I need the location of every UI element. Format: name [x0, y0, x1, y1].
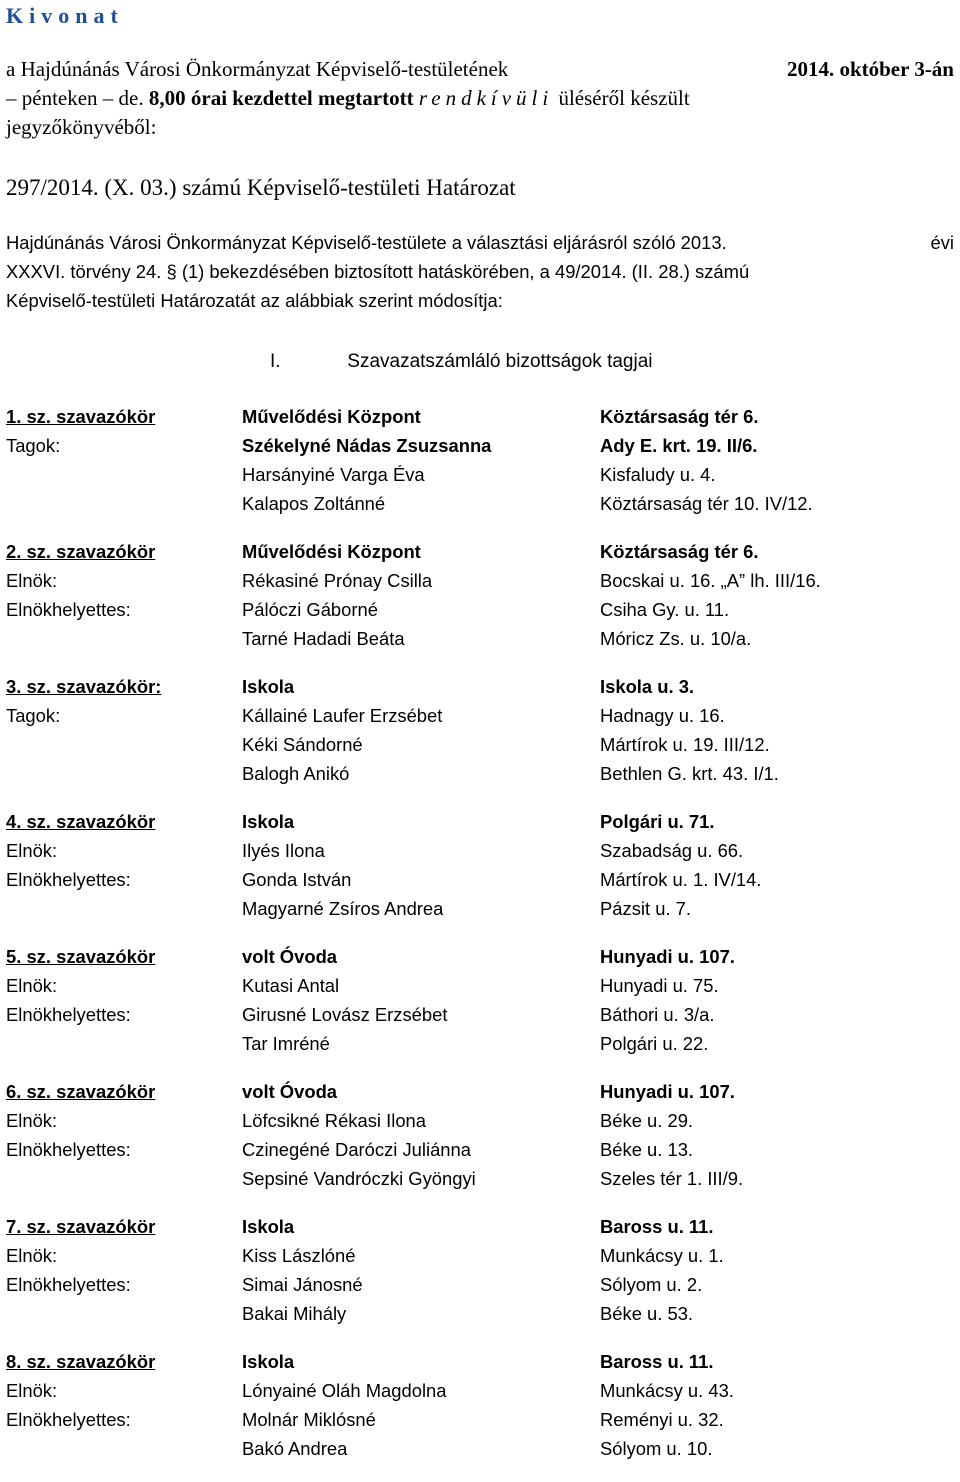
member-row	[6, 730, 954, 759]
member-name: Pálóczi Gáborné	[242, 599, 378, 620]
member-name: Gonda István	[242, 869, 352, 890]
member-name: Bakai Mihály	[242, 1303, 347, 1324]
member-role: Elnökhelyettes:	[6, 599, 131, 620]
member-address: Sólyom u. 10.	[600, 1438, 713, 1459]
intro-text-end: üléséről készült	[558, 86, 690, 110]
member-row	[6, 1434, 954, 1463]
meeting-time: 8,00 órai kezdettel megtartott	[148, 86, 414, 110]
member-address: Sólyom u. 2.	[600, 1274, 703, 1295]
member-name: Lónyainé Oláh Magdolna	[242, 1380, 447, 1401]
member-row	[6, 865, 954, 894]
district-label: 1. sz. szavazókör	[6, 406, 156, 427]
member-role	[6, 624, 242, 653]
district-address: Hunyadi u. 107.	[600, 1081, 735, 1102]
intro-line-2	[6, 84, 954, 113]
member-name: Tarné Hadadi Beáta	[242, 628, 405, 649]
district-header	[6, 672, 954, 701]
member-row	[6, 836, 954, 865]
district-label-cell	[6, 1347, 242, 1376]
district-header	[6, 1347, 954, 1376]
intro-line-3: jegyzőkönyvéből:	[6, 115, 157, 139]
member-role	[6, 1299, 242, 1328]
resolution-title: 297/2014. (X. 03.) számú Képviselő-testületi Határozat	[6, 175, 516, 200]
body-line-2: XXXVI. törvény 24. § (1) bekezdésében biztosított hatáskörében, a 49/2014. (II. 28.) számú	[6, 261, 750, 282]
district-header	[6, 942, 954, 971]
member-role: Elnökhelyettes:	[6, 1274, 131, 1295]
member-address: Mártírok u. 1. IV/14.	[600, 869, 762, 890]
district-place: Iskola	[242, 676, 295, 697]
district-header	[6, 402, 954, 431]
member-row	[6, 1000, 954, 1029]
member-row	[6, 1029, 954, 1058]
member-address: Ady E. krt. 19. II/6.	[600, 435, 758, 456]
district-block	[6, 402, 954, 518]
member-name: Kéki Sándorné	[242, 734, 363, 755]
district-place: Iskola	[242, 1351, 295, 1372]
member-address: Móricz Zs. u. 10/a.	[600, 628, 752, 649]
member-row	[6, 1135, 954, 1164]
district-address: Polgári u. 71.	[600, 811, 715, 832]
member-name: Kutasi Antal	[242, 975, 340, 996]
body-text: Hajdúnánás Városi Önkormányzat Képviselő-testülete a választási eljárásról szóló 2013.	[6, 232, 727, 253]
intro-text: a Hajdúnánás Városi Önkormányzat Képviselő-testületének	[6, 57, 509, 81]
member-role	[6, 460, 242, 489]
member-row	[6, 971, 954, 1000]
member-row	[6, 1241, 954, 1270]
district-label: 4. sz. szavazókör	[6, 811, 156, 832]
district-label: 6. sz. szavazókör	[6, 1081, 156, 1102]
member-role: Elnök:	[6, 1245, 58, 1266]
member-row	[6, 624, 954, 653]
district-label: 5. sz. szavazókör	[6, 946, 156, 967]
member-name: Tar Imréné	[242, 1033, 330, 1054]
district-address: Iskola u. 3.	[600, 676, 695, 697]
member-name: Molnár Miklósné	[242, 1409, 376, 1430]
member-role	[6, 1029, 242, 1058]
district-label: 3. sz. szavazókör:	[6, 676, 162, 697]
member-role: Elnökhelyettes:	[6, 1409, 131, 1430]
member-name: Löfcsikné Rékasi Ilona	[242, 1110, 427, 1131]
member-name: Magyarné Zsíros Andrea	[242, 898, 444, 919]
district-block	[6, 942, 954, 1058]
district-address: Köztársaság tér 6.	[600, 541, 759, 562]
member-address: Köztársaság tér 10. IV/12.	[600, 493, 813, 514]
district-place: Iskola	[242, 811, 295, 832]
district-block	[6, 537, 954, 653]
member-role: Elnökhelyettes:	[6, 1004, 131, 1025]
kivonat-heading: Kivonat	[6, 3, 124, 28]
district-block	[6, 672, 954, 788]
member-role: Elnök:	[6, 570, 58, 591]
member-role: Tagok:	[6, 435, 61, 456]
member-address: Reményi u. 32.	[600, 1409, 724, 1430]
district-label-cell	[6, 1077, 242, 1106]
district-header	[6, 1212, 954, 1241]
member-address: Kisfaludy u. 4.	[600, 464, 716, 485]
member-role: Elnök:	[6, 975, 58, 996]
member-row	[6, 1106, 954, 1135]
district-block	[6, 807, 954, 923]
member-name: Girusné Lovász Erzsébet	[242, 1004, 448, 1025]
member-row	[6, 1405, 954, 1434]
district-address: Baross u. 11.	[600, 1216, 714, 1237]
member-address: Munkácsy u. 43.	[600, 1380, 734, 1401]
meeting-type: rendkívüli	[418, 86, 554, 110]
member-address: Mártírok u. 19. III/12.	[600, 734, 770, 755]
district-address: Baross u. 11.	[600, 1351, 714, 1372]
member-row	[6, 1376, 954, 1405]
body-line-3: Képviselő-testületi Határozatát az alábbiak szerint módosítja:	[6, 290, 503, 311]
member-address: Polgári u. 22.	[600, 1033, 709, 1054]
body-text-end: évi	[930, 232, 954, 253]
member-name: Székelyné Nádas Zsuzsanna	[242, 435, 492, 456]
member-address: Pázsit u. 7.	[600, 898, 691, 919]
member-row	[6, 701, 954, 730]
member-row	[6, 460, 954, 489]
district-place: Művelődési Központ	[242, 406, 421, 427]
section-number: I.	[270, 351, 281, 372]
member-name: Balogh Anikó	[242, 763, 350, 784]
member-address: Szeles tér 1. III/9.	[600, 1168, 744, 1189]
district-label-cell	[6, 672, 242, 701]
intro-day: – pénteken – de.	[6, 86, 144, 110]
intro-line-1	[6, 55, 954, 84]
member-address: Csiha Gy. u. 11.	[600, 599, 730, 620]
member-address: Béke u. 13.	[600, 1139, 694, 1160]
member-name: Kiss Lászlóné	[242, 1245, 356, 1266]
districts-list	[6, 402, 954, 1482]
district-label-cell	[6, 402, 242, 431]
district-place: volt Óvoda	[242, 1081, 338, 1102]
district-label-cell	[6, 1212, 242, 1241]
member-row	[6, 759, 954, 788]
member-row	[6, 431, 954, 460]
member-role	[6, 894, 242, 923]
member-name: Ilyés Ilona	[242, 840, 325, 861]
district-block	[6, 1212, 954, 1328]
member-role	[6, 1434, 242, 1463]
member-name: Bakó Andrea	[242, 1438, 348, 1459]
district-header	[6, 537, 954, 566]
district-address: Hunyadi u. 107.	[600, 946, 735, 967]
district-address: Köztársaság tér 6.	[600, 406, 759, 427]
body-line-1	[6, 228, 954, 257]
member-row	[6, 566, 954, 595]
member-role: Elnök:	[6, 1380, 58, 1401]
district-block	[6, 1077, 954, 1193]
member-address: Báthori u. 3/a.	[600, 1004, 715, 1025]
member-role	[6, 489, 242, 518]
member-role	[6, 759, 242, 788]
member-row	[6, 1164, 954, 1193]
member-name: Sepsiné Vandróczki Gyöngyi	[242, 1168, 476, 1189]
member-name: Harsányiné Varga Éva	[242, 464, 425, 485]
member-name: Czinegéné Daróczi Juliánna	[242, 1139, 471, 1160]
member-address: Bocskai u. 16. „A” lh. III/16.	[600, 570, 821, 591]
member-row	[6, 894, 954, 923]
member-role	[6, 730, 242, 759]
intro-paragraph	[6, 55, 954, 142]
member-name: Kállainé Laufer Erzsébet	[242, 705, 443, 726]
district-header	[6, 1077, 954, 1106]
district-place: volt Óvoda	[242, 946, 338, 967]
member-row	[6, 1270, 954, 1299]
member-address: Szabadság u. 66.	[600, 840, 744, 861]
member-name: Simai Jánosné	[242, 1274, 363, 1295]
member-row	[6, 1299, 954, 1328]
member-address: Munkácsy u. 1.	[600, 1245, 724, 1266]
member-address: Hadnagy u. 16.	[600, 705, 725, 726]
section-title: Szavazatszámláló bizottságok tagjai	[347, 351, 653, 372]
district-label-cell	[6, 537, 242, 566]
district-label: 7. sz. szavazókör	[6, 1216, 156, 1237]
member-address: Bethlen G. krt. 43. I/1.	[600, 763, 779, 784]
district-place: Művelődési Központ	[242, 541, 421, 562]
member-row	[6, 489, 954, 518]
district-block	[6, 1347, 954, 1463]
member-address: Hunyadi u. 75.	[600, 975, 719, 996]
district-label-cell	[6, 807, 242, 836]
member-role: Elnök:	[6, 1110, 58, 1131]
district-label: 8. sz. szavazókör	[6, 1351, 156, 1372]
member-name: Rékasiné Prónay Csilla	[242, 570, 433, 591]
member-row	[6, 595, 954, 624]
member-role: Tagok:	[6, 705, 61, 726]
section-heading	[270, 347, 653, 376]
member-role	[6, 1164, 242, 1193]
member-role: Elnökhelyettes:	[6, 1139, 131, 1160]
member-address: Béke u. 29.	[600, 1110, 694, 1131]
district-place: Iskola	[242, 1216, 295, 1237]
member-role: Elnökhelyettes:	[6, 869, 131, 890]
member-address: Béke u. 53.	[600, 1303, 694, 1324]
district-header	[6, 807, 954, 836]
resolution-body	[6, 228, 954, 315]
district-label-cell	[6, 942, 242, 971]
member-role: Elnök:	[6, 840, 58, 861]
meeting-date: 2014. október 3-án	[786, 57, 954, 81]
district-label: 2. sz. szavazókör	[6, 541, 156, 562]
member-name: Kalapos Zoltánné	[242, 493, 386, 514]
